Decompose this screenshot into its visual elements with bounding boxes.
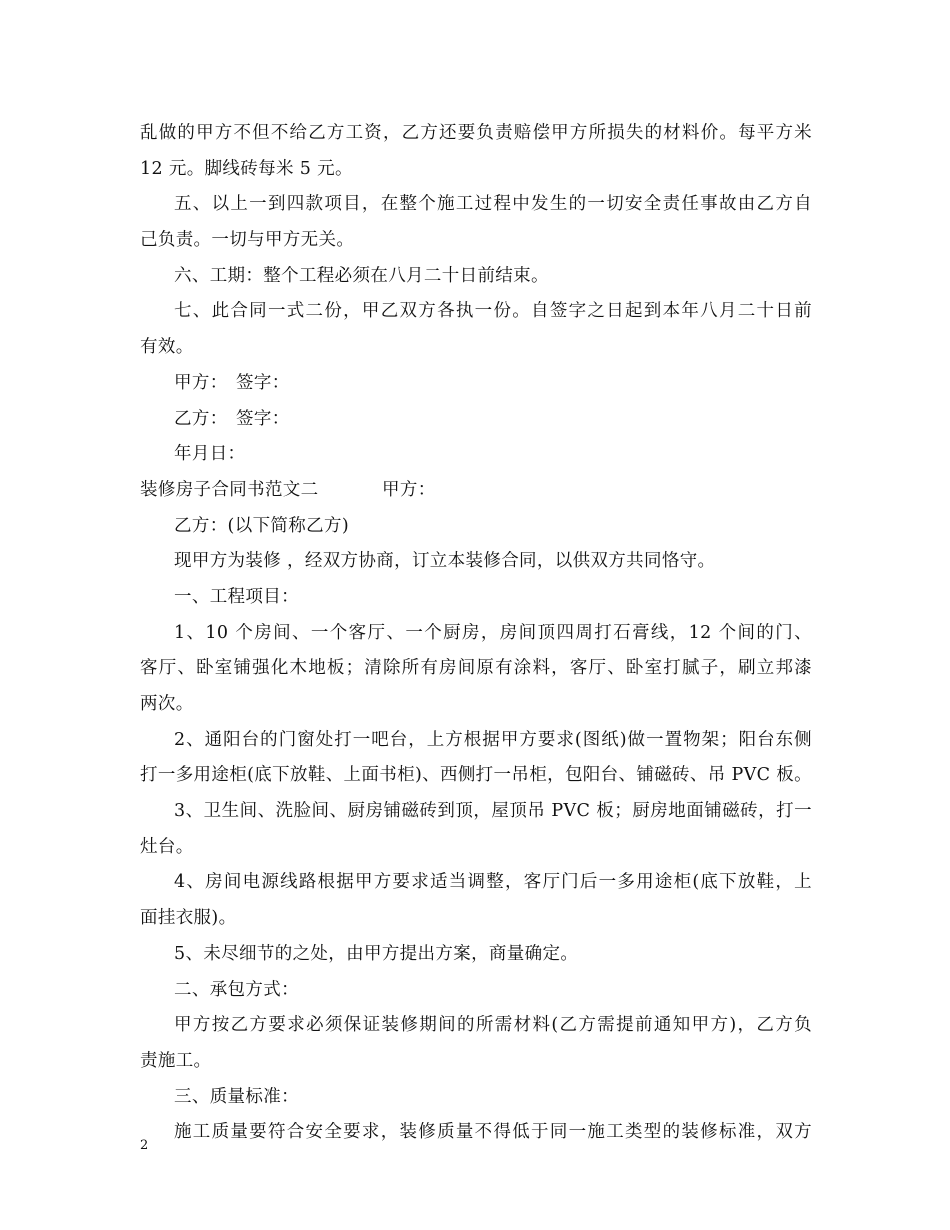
paragraph-line: 施工质量要符合安全要求，装修质量不得低于同一施工类型的装修标准，双方 [174, 1122, 812, 1143]
signature-party-a [140, 366, 812, 402]
section-heading: 三、质量标准： [174, 1086, 299, 1107]
second-contract-title: 装修房子合同书范文二 [140, 479, 319, 500]
paragraph-line: 现甲方为装修 ，经双方协商，订立本装修合同，以供双方共同恪守。 [174, 551, 716, 572]
paragraph-line: 五、以上一到四款项目，在整个施工过程中发生的一切安全责任事故由乙方自 [174, 194, 812, 215]
paragraph-line: 12 元。脚线砖每米 5 元。 [140, 158, 353, 179]
paragraph-line: 客厅、卧室铺强化木地板；清除所有房间原有涂料，客厅、卧室打腻子，刷立邦漆 [140, 658, 812, 679]
paragraph-line: 六、工期：整个工程必须在八月二十日前结束。 [174, 265, 549, 286]
paragraph-line: 打一多用途柜(底下放鞋、上面书柜)、西侧打一吊柜，包阳台、铺磁砖、吊 PVC 板。 [140, 765, 812, 786]
party-a-sign: 签字： [236, 372, 290, 393]
paragraph-line: 灶台。 [140, 836, 194, 857]
paragraph-line: 乱做的甲方不但不给乙方工资，乙方还要负责赔偿甲方所损失的材料价。每平方米 [140, 123, 812, 143]
second-contract-heading [140, 473, 812, 509]
section-heading: 二、承包方式： [174, 979, 299, 1000]
paragraph-line: 己负责。一切与甲方无关。 [140, 230, 355, 251]
party-b-sign: 签字： [236, 408, 290, 429]
party-a-label: 甲方： [174, 372, 228, 393]
section-heading: 一、工程项目： [174, 586, 299, 607]
paragraph-line: 甲方按乙方要求必须保证装修期间的所需材料(乙方需提前通知甲方)，乙方负 [174, 1015, 812, 1036]
second-contract-party-a: 甲方： [382, 479, 436, 500]
party-b-label: 乙方： [174, 408, 228, 429]
second-contract-party-b: 乙方：(以下简称乙方) [174, 515, 350, 536]
paragraph-line: 面挂衣服)。 [140, 908, 237, 929]
page-number: 2 [140, 1138, 149, 1153]
paragraph-line: 两次。 [140, 694, 194, 714]
paragraph-line: 1、10 个房间、一个客厅、一个厨房，房间顶四周打石膏线，12 个间的门、 [174, 622, 812, 643]
paragraph-line: 3、卫生间、洗脸间、厨房铺磁砖到顶，屋顶吊 PVC 板；厨房地面铺磁砖，打一 [174, 801, 812, 822]
paragraph-line: 责施工。 [140, 1050, 212, 1071]
paragraph-line: 七、此合同一式二份，甲乙双方各执一份。自签字之日起到本年八月二十日前 [174, 301, 812, 322]
document-body [140, 116, 812, 1151]
signature-party-b [140, 402, 812, 438]
paragraph-line: 2、通阳台的门窗处打一吧台，上方根据甲方要求(图纸)做一置物架；阳台东侧 [174, 729, 812, 750]
paragraph-line: 4、房间电源线路根据甲方要求适当调整，客厅门后一多用途柜(底下放鞋，上 [174, 872, 812, 893]
paragraph-line: 有效。 [140, 337, 194, 358]
signature-date: 年月日： [174, 444, 246, 465]
paragraph-line: 5、未尽细节的之处，由甲方提出方案，商量确定。 [174, 943, 579, 964]
